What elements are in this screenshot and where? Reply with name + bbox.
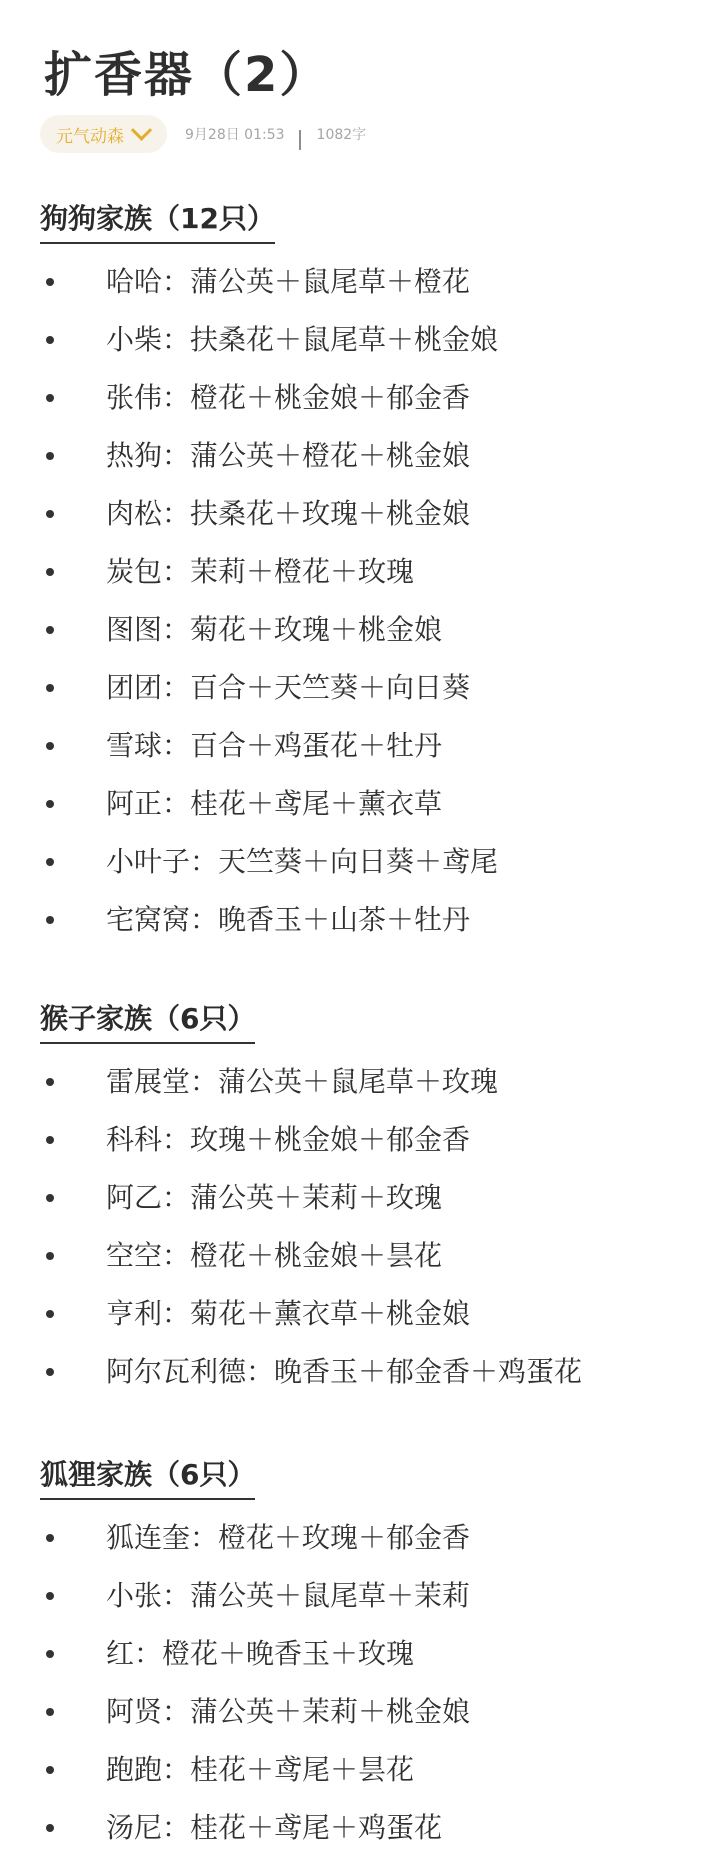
- list-item: [0, 1510, 720, 1568]
- section-heading: 狗狗家族（12只）: [40, 200, 275, 244]
- list-item: [0, 718, 720, 776]
- bullet-icon: [46, 278, 54, 286]
- list-item: [0, 312, 720, 370]
- list-item: [0, 1626, 720, 1684]
- meta-divider: [299, 130, 301, 150]
- list-item-text: 小柴：扶桑花＋鼠尾草＋桃金娘: [106, 323, 499, 356]
- bullet-icon: [46, 1766, 54, 1774]
- list-item: [0, 602, 720, 660]
- list-item-text: 亨利：菊花＋薰衣草＋桃金娘: [106, 1297, 471, 1330]
- bullet-icon: [46, 684, 54, 692]
- list-item-text: 热狗：蒲公英＋橙花＋桃金娘: [106, 439, 471, 472]
- list-item: [0, 370, 720, 428]
- note-title: 扩香器（2）: [44, 47, 330, 103]
- notebook-selector-button[interactable]: [40, 115, 167, 153]
- bullet-icon: [46, 452, 54, 460]
- list-item-text: 科科：玫瑰＋桃金娘＋郁金香: [106, 1123, 471, 1156]
- list-item: [0, 1800, 720, 1858]
- bullet-icon: [46, 1708, 54, 1716]
- list-item: [0, 254, 720, 312]
- list-item-text: 张伟：橙花＋桃金娘＋郁金香: [106, 381, 471, 414]
- bullet-icon: [46, 1252, 54, 1260]
- list-item: [0, 776, 720, 834]
- chevron-down-icon: [131, 119, 152, 140]
- list-item-text: 炭包：茉莉＋橙花＋玫瑰: [106, 555, 415, 588]
- list-item-text: 哈哈：蒲公英＋鼠尾草＋橙花: [106, 265, 471, 298]
- list-item-text: 小张：蒲公英＋鼠尾草＋茉莉: [106, 1579, 471, 1612]
- list-item-text: 跑跑：桂花＋鸢尾＋昙花: [106, 1753, 415, 1786]
- list-item: [0, 1344, 720, 1402]
- bullet-icon: [46, 626, 54, 634]
- bullet-icon: [46, 1310, 54, 1318]
- section-heading: 狐狸家族（6只）: [40, 1456, 255, 1500]
- list-item-text: 宅窝窝：晚香玉＋山茶＋牡丹: [106, 903, 471, 936]
- list-item-text: 阿正：桂花＋鸢尾＋薰衣草: [106, 787, 443, 820]
- bullet-icon: [46, 1078, 54, 1086]
- bullet-icon: [46, 568, 54, 576]
- list-item: [0, 892, 720, 950]
- bullet-icon: [46, 1650, 54, 1658]
- list-item-text: 阿贤：蒲公英＋茉莉＋桃金娘: [106, 1695, 471, 1728]
- list-item-text: 肉松：扶桑花＋玫瑰＋桃金娘: [106, 497, 471, 530]
- list-item-text: 小叶子：天竺葵＋向日葵＋鸢尾: [106, 845, 499, 878]
- list-item: [0, 486, 720, 544]
- list-item-text: 空空：橙花＋桃金娘＋昙花: [106, 1239, 443, 1272]
- bullet-icon: [46, 742, 54, 750]
- note-date: 9月28日 01:53: [185, 127, 285, 143]
- list-item: [0, 1054, 720, 1112]
- list-item-text: 狐连奎：橙花＋玫瑰＋郁金香: [106, 1521, 471, 1554]
- list-item-text: 团团：百合＋天竺葵＋向日葵: [106, 671, 471, 704]
- bullet-icon: [46, 1592, 54, 1600]
- list-item: [0, 660, 720, 718]
- word-count: 1082字: [316, 127, 367, 143]
- list-item: [0, 1228, 720, 1286]
- bullet-icon: [46, 1368, 54, 1376]
- list-item: [0, 1568, 720, 1626]
- notebook-name: 元气动森: [56, 126, 124, 147]
- list-item: [0, 834, 720, 892]
- bullet-icon: [46, 510, 54, 518]
- list-item: [0, 1684, 720, 1742]
- list-item-text: 雷展堂：蒲公英＋鼠尾草＋玫瑰: [106, 1065, 499, 1098]
- bullet-icon: [46, 916, 54, 924]
- list-item: [0, 544, 720, 602]
- bullet-icon: [46, 1136, 54, 1144]
- bullet-icon: [46, 800, 54, 808]
- list-item: [0, 1742, 720, 1800]
- section-heading: 猴子家族（6只）: [40, 1000, 255, 1044]
- bullet-icon: [46, 394, 54, 402]
- list-item-text: 红：橙花＋晚香玉＋玫瑰: [106, 1637, 415, 1670]
- list-item-text: 汤尼：桂花＋鸢尾＋鸡蛋花: [106, 1811, 443, 1844]
- bullet-icon: [46, 858, 54, 866]
- list-item-text: 阿尔瓦利德：晚香玉＋郁金香＋鸡蛋花: [106, 1355, 583, 1388]
- note-meta: [40, 114, 366, 154]
- bullet-icon: [46, 1824, 54, 1832]
- list-item-text: 图图：菊花＋玫瑰＋桃金娘: [106, 613, 443, 646]
- list-item-text: 雪球：百合＋鸡蛋花＋牡丹: [106, 729, 443, 762]
- list-item: [0, 1112, 720, 1170]
- list-item-text: 阿乙：蒲公英＋茉莉＋玫瑰: [106, 1181, 443, 1214]
- bullet-icon: [46, 1534, 54, 1542]
- list-item: [0, 428, 720, 486]
- list-item: [0, 1170, 720, 1228]
- bullet-icon: [46, 1194, 54, 1202]
- bullet-icon: [46, 336, 54, 344]
- list-item: [0, 1286, 720, 1344]
